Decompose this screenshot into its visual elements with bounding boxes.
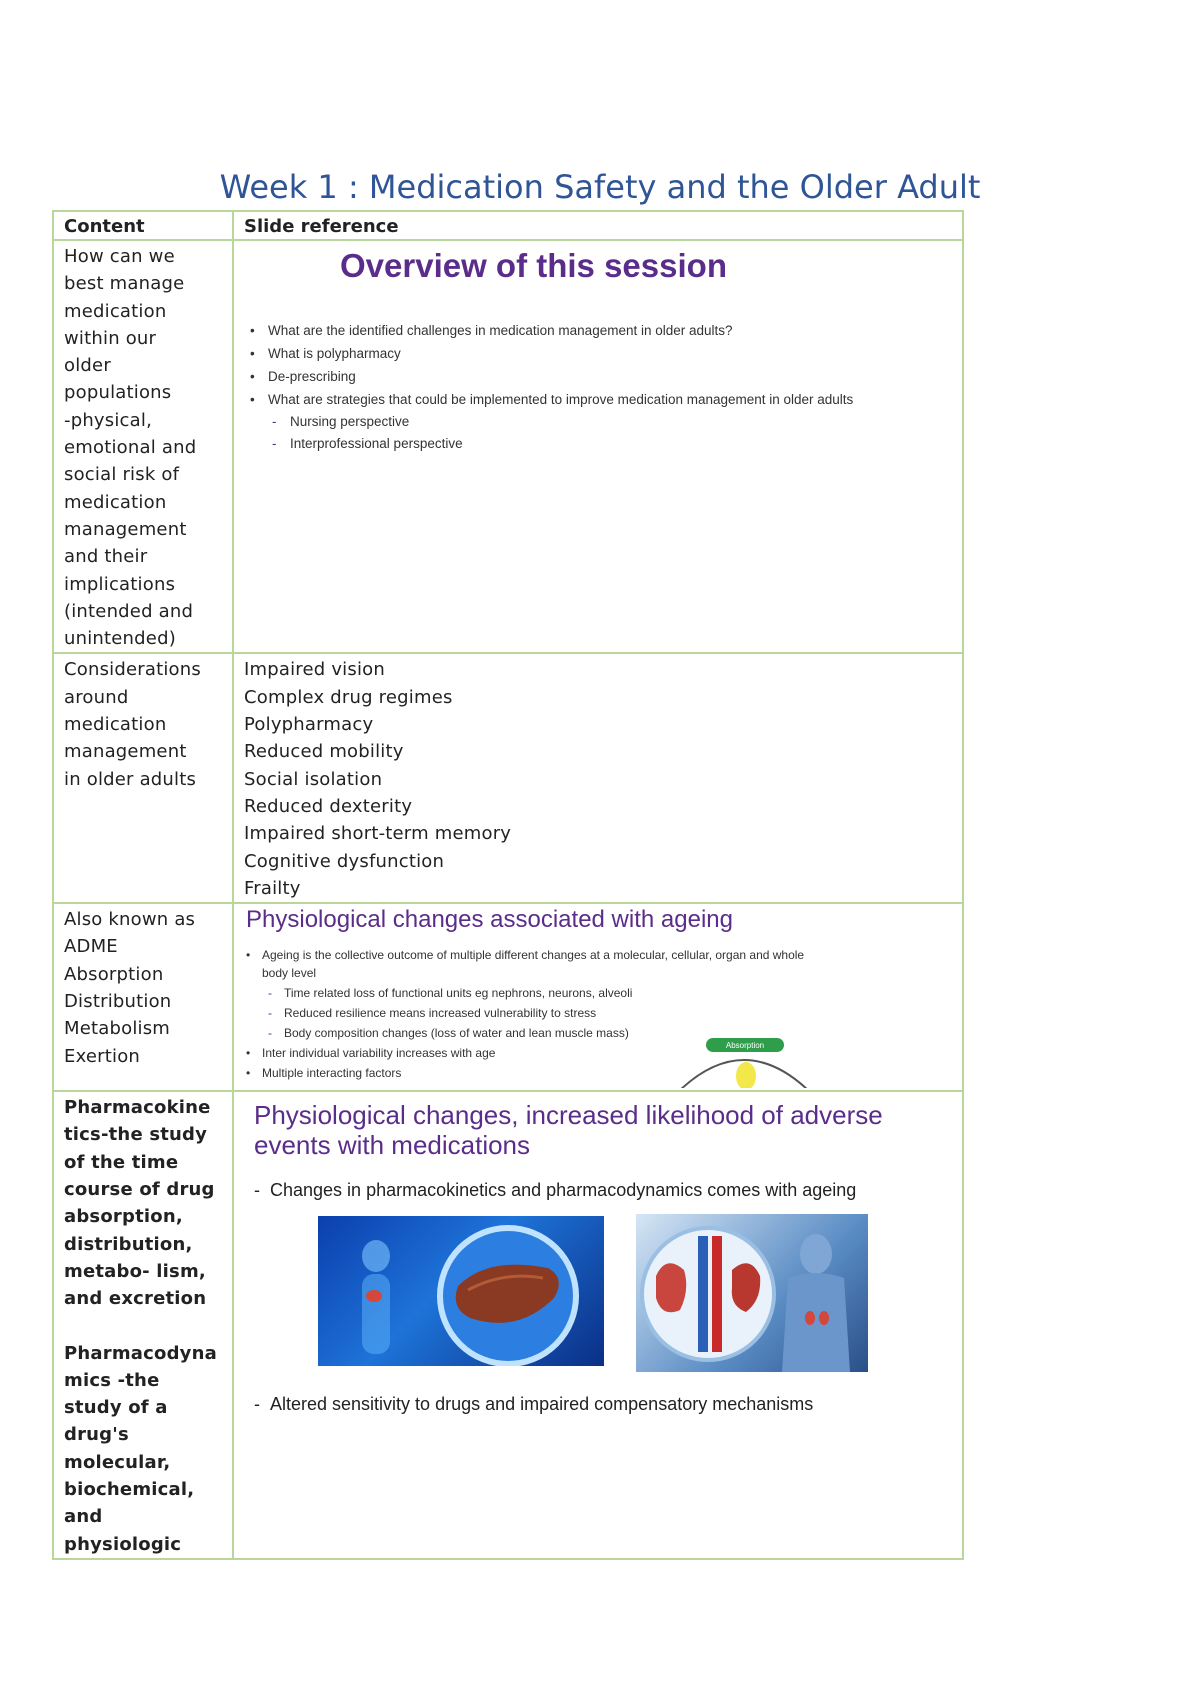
list-item: Social isolation [244, 768, 383, 790]
slide-title: Physiological changes, increased likelihood of adverse events with medications [254, 1100, 883, 1161]
slide-sub-bullet: - Body composition changes (loss of water and lean muscle mass) [268, 1026, 629, 1041]
slide-overview [234, 241, 962, 649]
list-item: Reduced mobility [244, 741, 404, 763]
header-slide-reference: Slide reference [233, 211, 963, 240]
content-cell: Considerations around medication management in older adults [53, 653, 233, 903]
table-row [53, 1091, 963, 1559]
slide-bullet: • Inter individual variability increases with age [246, 1046, 496, 1061]
list-item: Impaired vision [244, 659, 385, 681]
content-cell: Also known as ADME Absorption Distribution Metabolism Exertion [53, 903, 233, 1091]
slide-title: Physiological changes associated with ageing [246, 906, 733, 934]
slide-bullet: • De-prescribing [250, 369, 356, 384]
adme-cycle-diagram [664, 1034, 824, 1088]
slide-bullet: - Altered sensitivity to drugs and impaired compensatory mechanisms [254, 1394, 814, 1415]
slide-sub-bullet: - Nursing perspective [272, 414, 410, 429]
content-cell: Pharmacokine tics-the study of the time course of drug absorption, distribution, metabo- lism, and excretion Pharmacodyna mics -the study of a drug's molecular, biochemical, and physiologic [53, 1091, 233, 1559]
document-title: Week 1 : Medication Safety and the Older Adult [219, 168, 981, 206]
slide-adverse-events [234, 1092, 962, 1554]
table-header-row [53, 211, 963, 240]
table-row [53, 653, 963, 903]
slide-bullet: - Changes in pharmacokinetics and pharmacodynamics comes with ageing [254, 1180, 857, 1201]
slide-bullet: • Ageing is the collective outcome of multiple different changes at a molecular, cellular, organ and whole [246, 948, 805, 963]
kidney-illustration [636, 1214, 868, 1372]
considerations-list [233, 653, 963, 903]
slide-bullet: • What is polypharmacy [250, 346, 401, 361]
table-row [53, 903, 963, 1091]
slide-bullet-continuation: body level [262, 966, 317, 981]
slide-sub-bullet: - Time related loss of functional units eg nephrons, neurons, alveoli [268, 986, 633, 1001]
slide-bullet: • Multiple interacting factors [246, 1066, 402, 1081]
liver-illustration [318, 1216, 604, 1366]
kidney-image [636, 1214, 868, 1372]
slide-sub-bullet: - Reduced resilience means increased vulnerability to stress [268, 1006, 597, 1021]
list-item: Impaired short-term memory [244, 823, 512, 845]
slide-cell [233, 1091, 963, 1559]
diagram-label-absorption: Absorption [725, 1041, 765, 1051]
slide-sub-bullet: - Interprofessional perspective [272, 436, 463, 451]
slide-bullet: • What are strategies that could be implemented to improve medication management in older adults [250, 392, 854, 407]
table-row [53, 240, 963, 653]
list-item: Frailty [244, 877, 301, 899]
slide-physiological-changes [234, 904, 962, 1088]
list-item: Polypharmacy [244, 714, 374, 736]
slide-cell [233, 903, 963, 1091]
list-item: Reduced dexterity [244, 795, 413, 817]
content-cell: How can we best manage medication within our older populations -physical, emotional and social risk of medication management and their implications (intended and unintended) [53, 240, 233, 653]
list-item: Cognitive dysfunction [244, 850, 445, 872]
notes-table [52, 210, 964, 1560]
liver-image [318, 1216, 604, 1366]
slide-title: Overview of this session [340, 247, 727, 284]
list-item: Complex drug regimes [244, 686, 453, 708]
slide-cell [233, 240, 963, 653]
header-content: Content [53, 211, 233, 240]
slide-bullet: • What are the identified challenges in medication management in older adults? [250, 323, 733, 338]
